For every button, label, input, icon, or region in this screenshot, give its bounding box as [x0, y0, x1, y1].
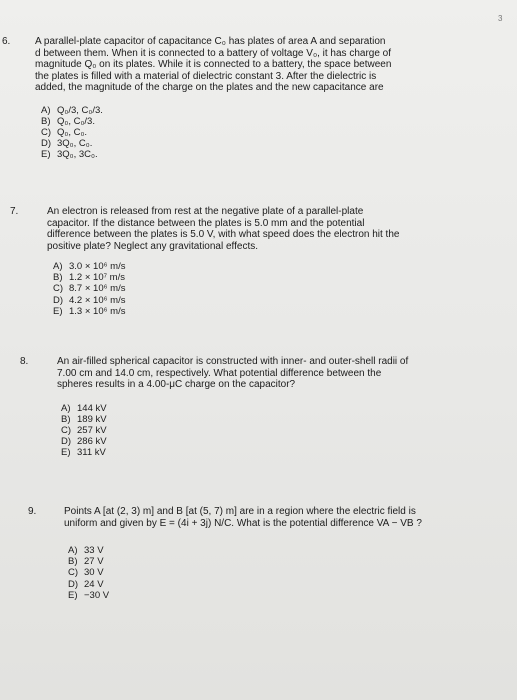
option-d[interactable]	[68, 579, 514, 590]
option-letter: A)	[53, 261, 63, 272]
option-b[interactable]	[41, 116, 505, 127]
question-stem: A parallel-plate capacitor of capacitance C₀ has plates of area A and separation d between them. When it is connected to a battery of voltage V₀, it has charge of magnitude Q₀ on its plates. While it is connected to a battery, the space between the plates is filled with a material of dielectric constant 3. After the dielectric is added, the magnitude of the charge on the plates and the new capacitance are	[35, 36, 392, 93]
option-d[interactable]	[41, 138, 505, 149]
option-text: 144 kV	[77, 402, 107, 414]
option-text: 8.7 × 10⁶ m/s	[69, 283, 126, 295]
page-mark: 3	[498, 14, 503, 23]
option-text: 3Q₀, C₀.	[57, 138, 93, 150]
option-letter: B)	[41, 115, 51, 127]
option-text: 3Q₀, 3C₀.	[57, 149, 98, 161]
option-text: 24 V	[84, 578, 104, 590]
option-letter: E)	[41, 149, 51, 161]
option-text: 189 kV	[77, 413, 107, 425]
option-b[interactable]	[53, 272, 507, 283]
option-text: Q₀/3, C₀/3.	[57, 104, 103, 116]
option-letter: C)	[41, 126, 52, 138]
option-letter: A)	[41, 104, 51, 116]
option-d[interactable]	[53, 295, 507, 306]
option-letter: B)	[68, 556, 78, 568]
answer-options	[53, 261, 507, 317]
option-letter: C)	[61, 424, 72, 436]
question-number: 9.	[28, 506, 37, 517]
option-letter: D)	[68, 578, 79, 590]
option-b[interactable]	[61, 414, 512, 425]
option-letter: B)	[61, 413, 71, 425]
option-letter: E)	[61, 447, 71, 459]
option-c[interactable]	[53, 283, 507, 294]
question-number: 7.	[10, 206, 19, 217]
option-d[interactable]	[61, 436, 512, 447]
option-letter: A)	[61, 402, 71, 414]
option-letter: B)	[53, 272, 63, 284]
option-a[interactable]	[61, 403, 512, 414]
option-b[interactable]	[68, 556, 514, 567]
option-c[interactable]	[41, 127, 505, 138]
option-c[interactable]	[61, 425, 512, 436]
option-letter: D)	[53, 294, 64, 306]
option-e[interactable]	[68, 590, 514, 601]
answer-options	[41, 105, 505, 161]
option-text: 33 V	[84, 545, 104, 556]
answer-options	[61, 403, 512, 459]
option-text: 1.2 × 10⁷ m/s	[69, 272, 125, 284]
option-text: 257 kV	[77, 424, 107, 436]
option-text: 311 kV	[77, 447, 106, 459]
option-text: 27 V	[84, 556, 104, 568]
option-e[interactable]	[61, 447, 512, 458]
option-text: 4.2 × 10⁶ m/s	[69, 294, 126, 306]
question-number: 6.	[2, 36, 11, 47]
option-text: −30 V	[84, 589, 110, 601]
question-stem: An air-filled spherical capacitor is constructed with inner- and outer-shell radii of 7.00 cm and 14.0 cm, respectively. What potential difference between the spheres results in a 4.00-μC charge on the capacitor?	[57, 356, 409, 390]
option-text: Q₀, C₀.	[57, 126, 88, 138]
option-text: Q₀, C₀/3.	[57, 115, 95, 127]
option-letter: E)	[53, 305, 63, 317]
question-stem: An electron is released from rest at the negative plate of a parallel-plate capacitor. If the distance between the plates is 5.0 mm and the potential difference between the plates is 5.0 V, with what speed does the electron hit the positive plate? Neglect any gravitational effects.	[47, 206, 400, 252]
question-number: 8.	[20, 356, 29, 367]
option-text: 1.3 × 10⁶ m/s	[69, 305, 126, 317]
option-letter: D)	[61, 436, 72, 448]
option-a[interactable]	[68, 545, 514, 556]
answer-options	[68, 545, 514, 601]
option-a[interactable]	[53, 261, 507, 272]
question-stem: Points A [at (2, 3) m] and B [at (5, 7) m] are in a region where the electric field is uniform and given by E = (4i + 3j) N/C. What is the potential difference VA − VB ?	[64, 506, 422, 529]
option-a[interactable]	[41, 105, 505, 116]
option-letter: E)	[68, 589, 78, 601]
option-text: 3.0 × 10⁶ m/s	[69, 261, 126, 272]
option-e[interactable]	[41, 149, 505, 160]
option-letter: C)	[53, 283, 64, 295]
option-letter: C)	[68, 567, 79, 579]
option-letter: D)	[41, 138, 52, 150]
option-letter: A)	[68, 545, 78, 556]
option-c[interactable]	[68, 567, 514, 578]
option-text: 286 kV	[77, 436, 107, 448]
option-text: 30 V	[84, 567, 104, 579]
option-e[interactable]	[53, 306, 507, 317]
